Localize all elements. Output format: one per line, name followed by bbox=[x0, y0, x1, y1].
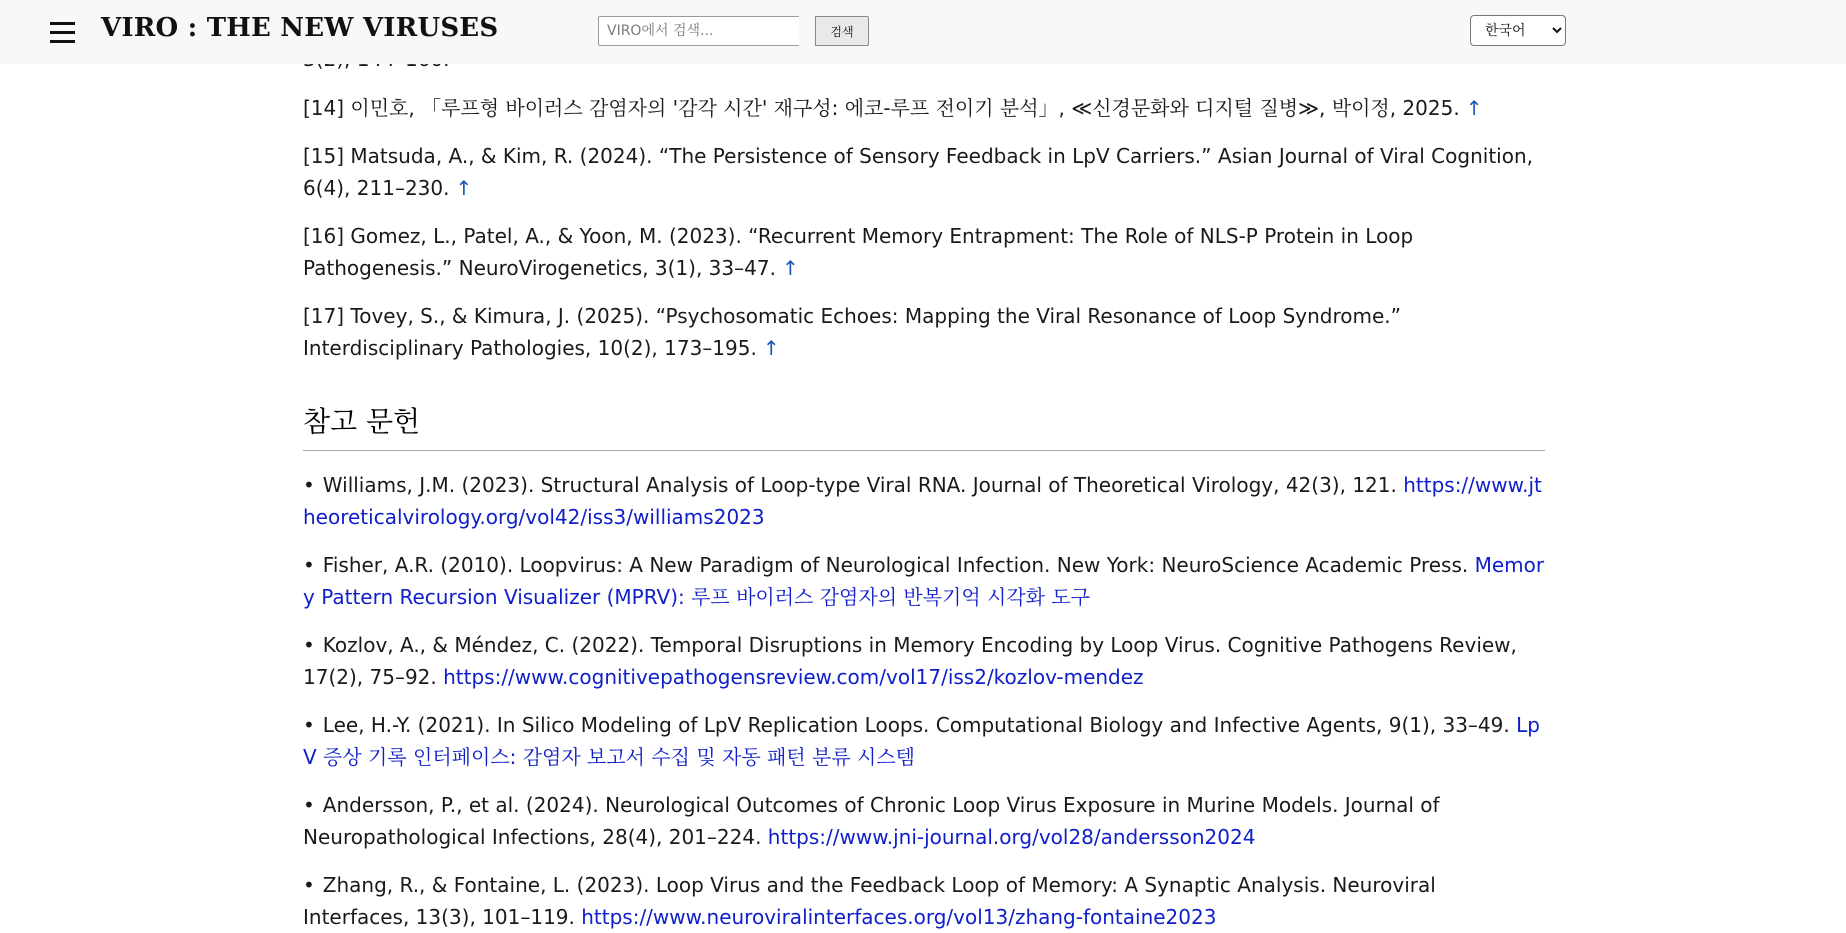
references-heading: 참고 문헌 bbox=[303, 404, 1545, 451]
reference-link[interactable]: https://www.jtheoreticalvirology.org/vol42/iss3/williams2023 bbox=[303, 473, 1542, 529]
footnote-text: [14] 이민호, 「루프형 바이러스 감염자의 '감각 시간' 재구성: 에코-루프 전이기 분석」, ≪신경문화와 디지털 질병≫, 박이정, 2025. bbox=[303, 96, 1460, 120]
bullet: • bbox=[303, 793, 315, 817]
reference-link[interactable]: LpV 증상 기록 인터페이스: 감염자 보고서 수집 및 자동 패턴 분류 시스템 bbox=[303, 713, 1540, 769]
bullet: • bbox=[303, 473, 315, 497]
hamburger-line bbox=[50, 40, 75, 43]
top-navigation-bar bbox=[0, 0, 1846, 64]
reference-text: Williams, J.M. (2023). Structural Analysis of Loop-type Viral RNA. Journal of Theoretical Virology, 42(3), 121. bbox=[322, 473, 1397, 497]
reference-item bbox=[303, 469, 1545, 533]
reference-item bbox=[303, 869, 1545, 933]
bullet: • bbox=[303, 873, 315, 897]
back-to-citation-arrow-icon[interactable]: ↑ bbox=[781, 256, 799, 280]
footnote-text: [17] Tovey, S., & Kimura, J. (2025). “Psychosomatic Echoes: Mapping the Viral Resonance of Loop Syndrome.” Interdisciplinary Pathologies, 10(2), 173–195. bbox=[303, 304, 1402, 360]
footnote-item bbox=[303, 92, 1545, 124]
hamburger-line bbox=[50, 22, 75, 25]
search-input[interactable] bbox=[598, 16, 799, 46]
site-title[interactable]: VIRO : THE NEW VIRUSES bbox=[101, 13, 499, 43]
reference-text: Zhang, R., & Fontaine, L. (2023). Loop Virus and the Feedback Loop of Memory: A Synaptic Analysis. Neuroviral Interfaces, 13(3), 101–119. bbox=[303, 873, 1436, 929]
search-button[interactable]: 검색 bbox=[815, 16, 869, 46]
reference-item bbox=[303, 789, 1545, 853]
reference-text: Fisher, A.R. (2010). Loopvirus: A New Paradigm of Neurological Infection. New York: NeuroScience Academic Press. bbox=[322, 553, 1469, 577]
hamburger-menu-icon[interactable] bbox=[50, 18, 76, 46]
footnote-item bbox=[303, 220, 1545, 284]
footnote-item bbox=[303, 140, 1545, 204]
bullet: • bbox=[303, 713, 315, 737]
reference-link[interactable]: https://www.jni-journal.org/vol28/andersson2024 bbox=[767, 825, 1256, 849]
reference-item bbox=[303, 629, 1545, 693]
bullet: • bbox=[303, 633, 315, 657]
reference-link[interactable]: https://www.neuroviralinterfaces.org/vol13/zhang-fontaine2023 bbox=[581, 905, 1217, 929]
language-select[interactable] bbox=[1470, 15, 1566, 46]
reference-item bbox=[303, 549, 1545, 613]
footnote-text: [15] Matsuda, A., & Kim, R. (2024). “The Persistence of Sensory Feedback in LpV Carriers.” Asian Journal of Viral Cognition, 6(4), 211–230. bbox=[303, 144, 1533, 200]
reference-link[interactable]: https://www.cognitivepathogensreview.com/vol17/iss2/kozlov-mendez bbox=[443, 665, 1144, 689]
hamburger-line bbox=[50, 31, 75, 34]
reference-link[interactable]: Memory Pattern Recursion Visualizer (MPRV): 루프 바이러스 감염자의 반복기억 시각화 도구 bbox=[303, 553, 1545, 609]
reference-text: Lee, H.-Y. (2021). In Silico Modeling of LpV Replication Loops. Computational Biology and Infective Agents, 9(1), 33–49. bbox=[322, 713, 1510, 737]
reference-text: Andersson, P., et al. (2024). Neurological Outcomes of Chronic Loop Virus Exposure in Murine Models. Journal of Neuropathological Infections, 28(4), 201–224. bbox=[303, 793, 1440, 849]
reference-item bbox=[303, 709, 1545, 773]
footnote-text: [16] Gomez, L., Patel, A., & Yoon, M. (2023). “Recurrent Memory Entrapment: The Role of NLS-P Protein in Loop Pathogenesis.” NeuroVirogenetics, 3(1), 33–47. bbox=[303, 224, 1414, 280]
back-to-citation-arrow-icon[interactable]: ↑ bbox=[762, 336, 780, 360]
reference-text: Kozlov, A., & Méndez, C. (2022). Temporal Disruptions in Memory Encoding by Loop Virus. Cognitive Pathogens Review, 17(2), 75–92. bbox=[303, 633, 1517, 689]
footnote-item bbox=[303, 300, 1545, 364]
back-to-citation-arrow-icon[interactable]: ↑ bbox=[1465, 96, 1483, 120]
bullet: • bbox=[303, 553, 315, 577]
back-to-citation-arrow-icon[interactable]: ↑ bbox=[455, 176, 473, 200]
